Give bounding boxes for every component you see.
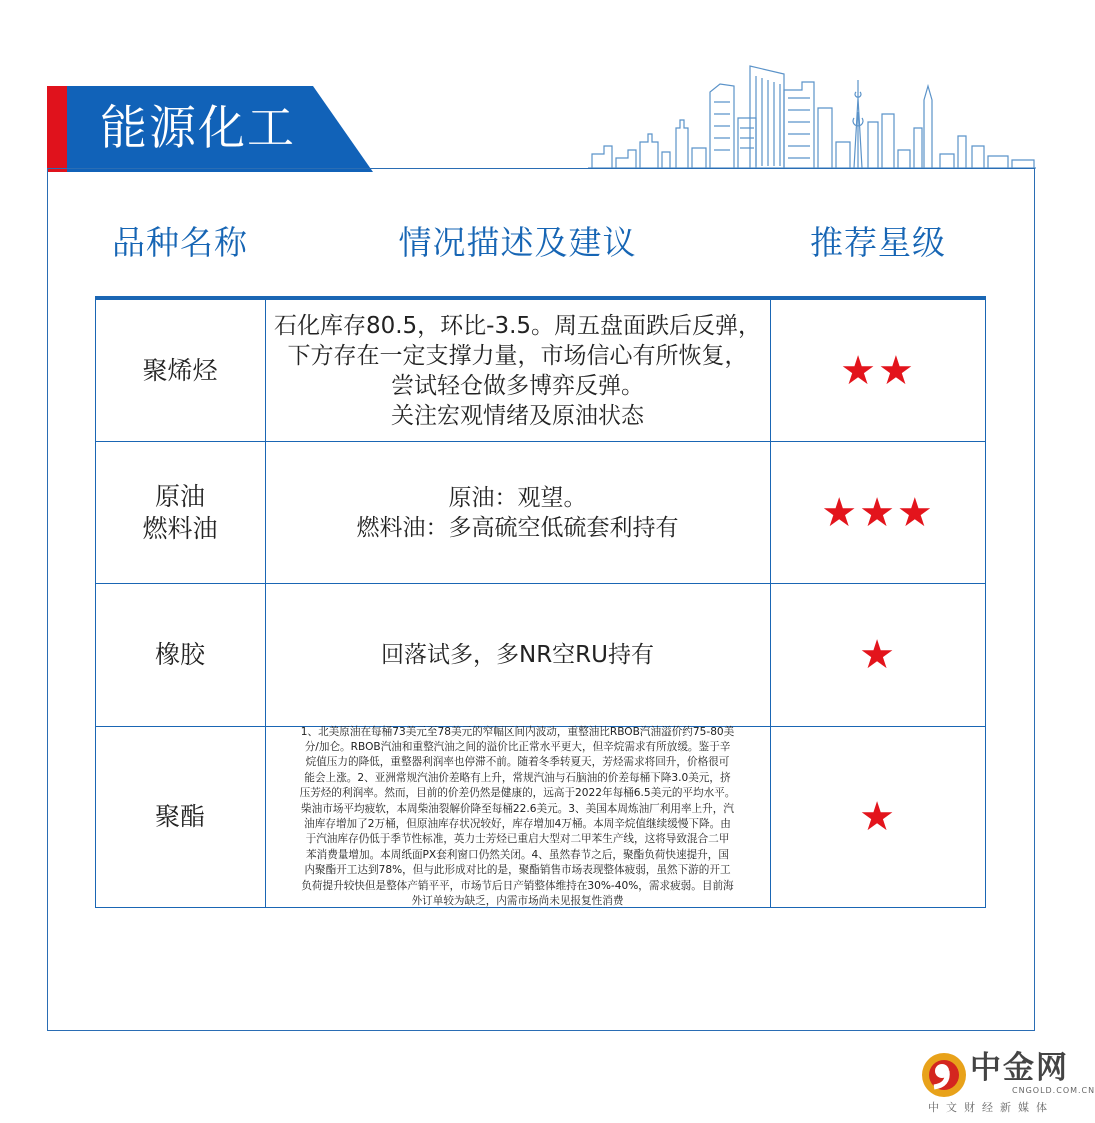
description-line: 柴油市场平均疲软，本周柴油裂解价降至每桶22.6美元。3、美国本周炼油厂利用率上升，汽 <box>301 802 734 815</box>
column-header-rating: 推荐星级 <box>810 223 946 262</box>
description-line: 能会上涨。2、亚洲常规汽油价差略有上升，常规汽油与石脑油的价差每桶下降3.0美元，挤 <box>304 771 731 784</box>
description-line: 油库存增加了2万桶，但原油库存状况较好，库存增加4万桶。本周辛烷值继续缓慢下降。由 <box>304 818 731 830</box>
star-rating: ★ <box>859 794 897 840</box>
description-line: 关注宏观情绪及原油状态 <box>391 402 644 429</box>
table-row-description <box>265 300 770 441</box>
description-line: 下方存在一定支撑力量，市场信心有所恢复， <box>287 342 748 369</box>
star-rating: ★★★ <box>821 489 935 536</box>
column-header-description: 情况描述及建议 <box>398 223 637 262</box>
description-line: 压芳烃的利润率。然而，目前的价差仍然是健康的，远高于2022年每桶6.5美元的平均水平。 <box>299 787 736 800</box>
logo-name: 中金网 <box>970 1050 1069 1086</box>
table-row-name <box>95 442 265 583</box>
description-line: 于汽油库存仍低于季节性标准，英力士芳烃已重启大型对二甲苯生产线，这将导致混合二甲 <box>305 833 730 846</box>
table-row-description <box>265 584 770 726</box>
column-header-name: 品种名称 <box>112 223 248 262</box>
table-row-description <box>265 727 770 907</box>
commodity-name: 原油 <box>154 481 205 511</box>
star-rating: ★★ <box>840 347 916 394</box>
description-line: 尝试轻仓做多博弈反弹。 <box>391 372 644 399</box>
table-row-rating <box>770 300 986 441</box>
table-row-name <box>95 300 265 441</box>
logo-domain: CNGOLD.COM.CN <box>1012 1086 1095 1095</box>
description-line: 1、北美原油在每桶73美元至78美元的窄幅区间内波动，重整油比RBOB汽油溢价约75-80美 <box>300 725 735 738</box>
description-line: 负荷提升较快但是整体产销平平，市场节后日产销整体维持在30%-40%，需求疲弱。目前海 <box>301 879 734 892</box>
description-line: 分/加仑。RBOB汽油和重整汽油之间的溢价比正常水平更大，但辛烷需求有所放缓。鉴于辛 <box>304 740 731 753</box>
cngold-logo-icon <box>920 1051 968 1099</box>
description-line: 原油：观望。 <box>448 484 587 511</box>
description-line: 苯消费量增加。本周纸面PX套利窗口仍然关闭。4、虽然春节之后，聚酯负荷快速提升，国 <box>306 848 729 861</box>
commodity-name: 橡胶 <box>154 640 205 669</box>
commodity-name: 燃料油 <box>142 513 218 543</box>
commodity-name: 聚酯 <box>154 802 205 831</box>
star-rating: ★ <box>859 632 897 678</box>
logo-tagline: 中文财经新媒体 <box>928 1101 1054 1114</box>
header-red-accent <box>47 86 67 172</box>
table-row-name <box>95 727 265 907</box>
commodity-name: 聚烯烃 <box>142 355 218 385</box>
table-row-description <box>265 442 770 583</box>
description-line: 内聚酯开工达到78%，但与此形成对比的是，聚酯销售市场表现整体疲弱，虽然下游的开工 <box>304 864 731 877</box>
table-row-rating <box>770 584 986 726</box>
description-line: 回落试多，多NR空RU持有 <box>380 642 654 668</box>
description-line: 烷值压力的降低，重整器利润率也停滞不前。随着冬季转夏天，芳烃需求将回升，价格很可 <box>305 756 730 769</box>
page-title: 能源化工 <box>100 101 296 156</box>
table-row-name <box>95 584 265 726</box>
table-row-rating <box>770 442 986 583</box>
city-skyline-illustration <box>588 62 1036 170</box>
description-line: 燃料油：多高硫空低硫套利持有 <box>356 514 679 541</box>
description-line: 石化库存80.5，环比-3.5。周五盘面跌后反弹， <box>273 312 762 339</box>
table-row-rating <box>770 727 986 907</box>
description-line: 外订单较为缺乏，内需市场尚未见报复性消费 <box>411 895 624 908</box>
